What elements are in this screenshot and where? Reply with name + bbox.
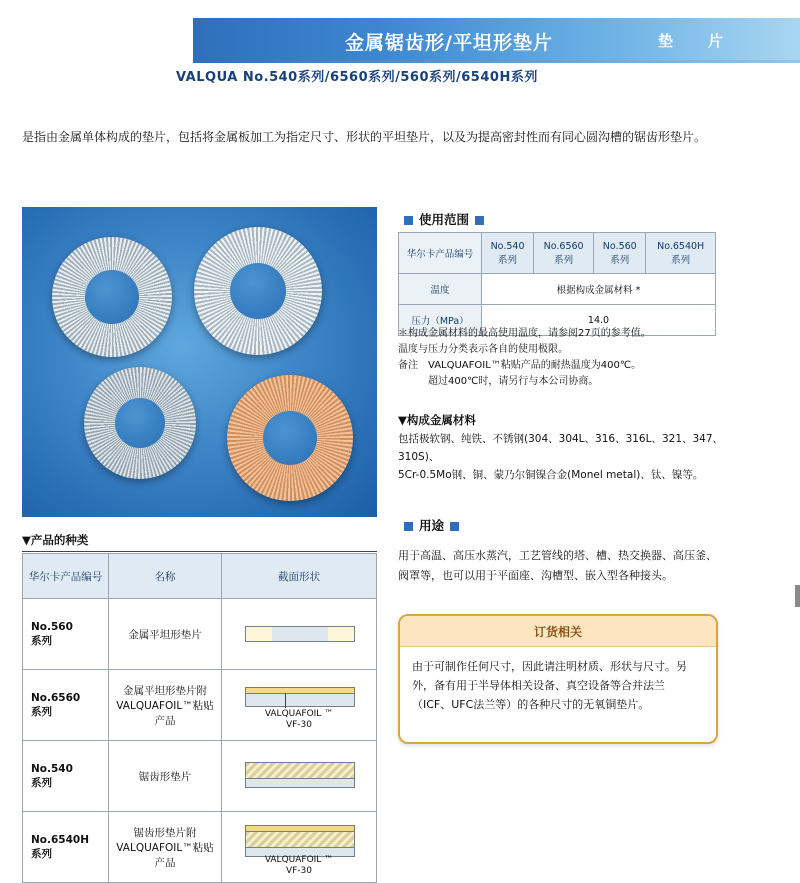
copper-flat-ring-icon (227, 375, 353, 501)
name-line-1: 锯齿形垫片附 (133, 826, 197, 839)
shape-diagram-flat (225, 606, 373, 662)
section-marker-icon (475, 216, 484, 225)
note-line-2: 温度与压力分类表示各自的使用极限。 (398, 344, 568, 355)
code-line-2: 系列 (671, 254, 691, 266)
column-header-no540 (482, 233, 534, 274)
code-line-1: No.540 (31, 762, 73, 775)
cell-product-code (23, 812, 109, 883)
serrated-ring-icon (84, 367, 196, 479)
row-value-pressure: 14.0 (482, 305, 716, 336)
code-line-1: No.6560 (31, 691, 81, 704)
shape-diagram-serrated-foil (225, 819, 373, 875)
section-marker-icon (450, 522, 459, 531)
order-line-2: 外，备有用于半导体相关设备、真空设备等合并法兰 (412, 679, 665, 692)
table-row (23, 599, 377, 670)
shape-diagram-serrated (225, 748, 373, 804)
note-line-3: 备注 VALQUAFOIL™粘贴产品的耐热温度为400℃。 (398, 360, 642, 371)
section-marker-icon (404, 522, 413, 531)
usage-range-heading (398, 210, 490, 228)
cell-product-name: 锯齿形垫片 (109, 741, 222, 812)
code-line-1: No.6540H (31, 833, 90, 846)
product-photo (22, 207, 377, 517)
usage-range-table (398, 232, 716, 336)
cell-product-shape (222, 741, 377, 812)
callout-leader-line (285, 693, 286, 708)
serrated-gasket-base-icon (245, 778, 355, 788)
code-line-1: No.540 (490, 240, 525, 252)
code-line-2: 系列 (31, 634, 52, 647)
cell-product-code (23, 670, 109, 741)
product-types-table (22, 553, 377, 883)
materials-line-2: 5Cr-0.5Mo钢、铜、蒙乃尔铜镍合金(Monel metal)、钛、镍等。 (398, 469, 704, 481)
row-label-temperature: 温度 (399, 274, 482, 305)
table-row (23, 741, 377, 812)
row-value-temperature: 根据构成金属材料 * (482, 274, 716, 305)
serrated-ring-icon (194, 227, 322, 355)
uses-line-1: 用于高温、高压水蒸汽，工艺管线的塔、槽、热交换器、高压釜、 (398, 549, 717, 562)
column-header-no560 (594, 233, 646, 274)
materials-line-1: 包括极软钢、纯铁、不锈钢(304、304L、316、316L、321、347、310S)、 (398, 433, 724, 463)
column-header-no6540h (646, 233, 716, 274)
cell-product-shape (222, 670, 377, 741)
order-info-body (400, 647, 716, 724)
materials-heading: ▼构成金属材料 (398, 413, 476, 427)
column-header-name: 名称 (109, 554, 222, 599)
product-types-heading (22, 532, 377, 552)
cell-product-shape (222, 599, 377, 670)
shape-diagram-flat-foil (225, 677, 373, 733)
code-line-1: No.6560 (543, 240, 584, 252)
order-line-1: 由于可制作任何尺寸，因此请注明材质、形状与尺寸。另 (412, 660, 687, 673)
code-line-2: 系列 (610, 254, 630, 266)
code-line-1: No.6540H (657, 240, 705, 252)
annotation-line-1: VALQUAFOIL ™ (264, 855, 334, 865)
usage-range-heading-label: 使用范围 (419, 212, 470, 227)
uses-heading (398, 516, 465, 534)
header-divider (193, 60, 800, 63)
cell-product-shape (222, 812, 377, 883)
table-header-row (23, 554, 377, 599)
code-line-2: 系列 (498, 254, 518, 266)
uses-body (398, 546, 728, 586)
cell-product-name: 金属平坦形垫片 (109, 599, 222, 670)
cell-product-name (109, 812, 222, 883)
name-line-2: VALQUAFOIL™粘贴产品 (116, 841, 214, 869)
page-edge-marker (795, 585, 800, 607)
table-row (23, 812, 377, 883)
column-header-shape: 截面形状 (222, 554, 377, 599)
page-header (0, 0, 800, 85)
annotation-line-2: VF-30 (285, 720, 313, 730)
table-row (23, 670, 377, 741)
code-line-1: No.560 (31, 620, 73, 633)
note-line-1: ＊构成金属材料的最高使用温度，请参阅27页的参考值。 (398, 328, 651, 339)
uses-line-2: 阀罩等，也可以用于平面座、沟槽型、嵌入型各种接头。 (398, 569, 673, 582)
code-line-2: 系列 (554, 254, 574, 266)
page-title: 金属锯齿形/平坦形垫片 (345, 32, 553, 54)
product-types-heading-label: ▼产品的种类 (22, 533, 89, 547)
order-info-title: 订货相关 (400, 616, 716, 647)
annotation-line-1: VALQUAFOIL ™ (264, 709, 334, 719)
order-info-box (398, 614, 718, 744)
cell-product-code (23, 741, 109, 812)
section-marker-icon (404, 216, 413, 225)
usage-range-notes (398, 326, 728, 390)
row-label-pressure: 压力（MPa） (399, 305, 482, 336)
table-row-temperature (399, 274, 716, 305)
note-line-4: 超过400℃时，请另行与本公司协商。 (398, 376, 599, 387)
order-line-3: （ICF、UFC法兰等）的各种尺寸的无氧铜垫片。 (412, 698, 650, 711)
serrated-ring-icon (52, 237, 172, 357)
column-header-code: 华尔卡产品编号 (23, 554, 109, 599)
uses-heading-label: 用途 (419, 518, 445, 533)
header-category-tag: 垫 片 (658, 32, 734, 50)
column-header-no6560 (534, 233, 594, 274)
column-header-code: 华尔卡产品编号 (399, 233, 482, 274)
code-line-2: 系列 (31, 847, 52, 860)
page-subtitle: VALQUA No.540系列/6560系列/560系列/6540H系列 (176, 70, 538, 85)
flat-gasket-shape-icon (245, 626, 355, 642)
shape-annotation (233, 855, 365, 877)
table-header-row (399, 233, 716, 274)
name-line-2: VALQUAFOIL™粘贴产品 (116, 699, 214, 727)
code-line-2: 系列 (31, 776, 52, 789)
code-line-2: 系列 (31, 705, 52, 718)
name-line-1: 金属平坦形垫片附 (123, 684, 207, 697)
intro-paragraph: 是指由金属单体构成的垫片，包括将金属板加工为指定尺寸、形状的平坦垫片，以及为提高密封性而有同心圆沟槽的锯齿形垫片。 (22, 130, 707, 144)
shape-annotation (233, 709, 365, 731)
materials-body (398, 430, 728, 484)
cell-product-name (109, 670, 222, 741)
cell-product-code (23, 599, 109, 670)
annotation-line-2: VF-30 (285, 866, 313, 876)
code-line-1: No.560 (602, 240, 637, 252)
flat-gasket-shape-icon (245, 693, 355, 707)
